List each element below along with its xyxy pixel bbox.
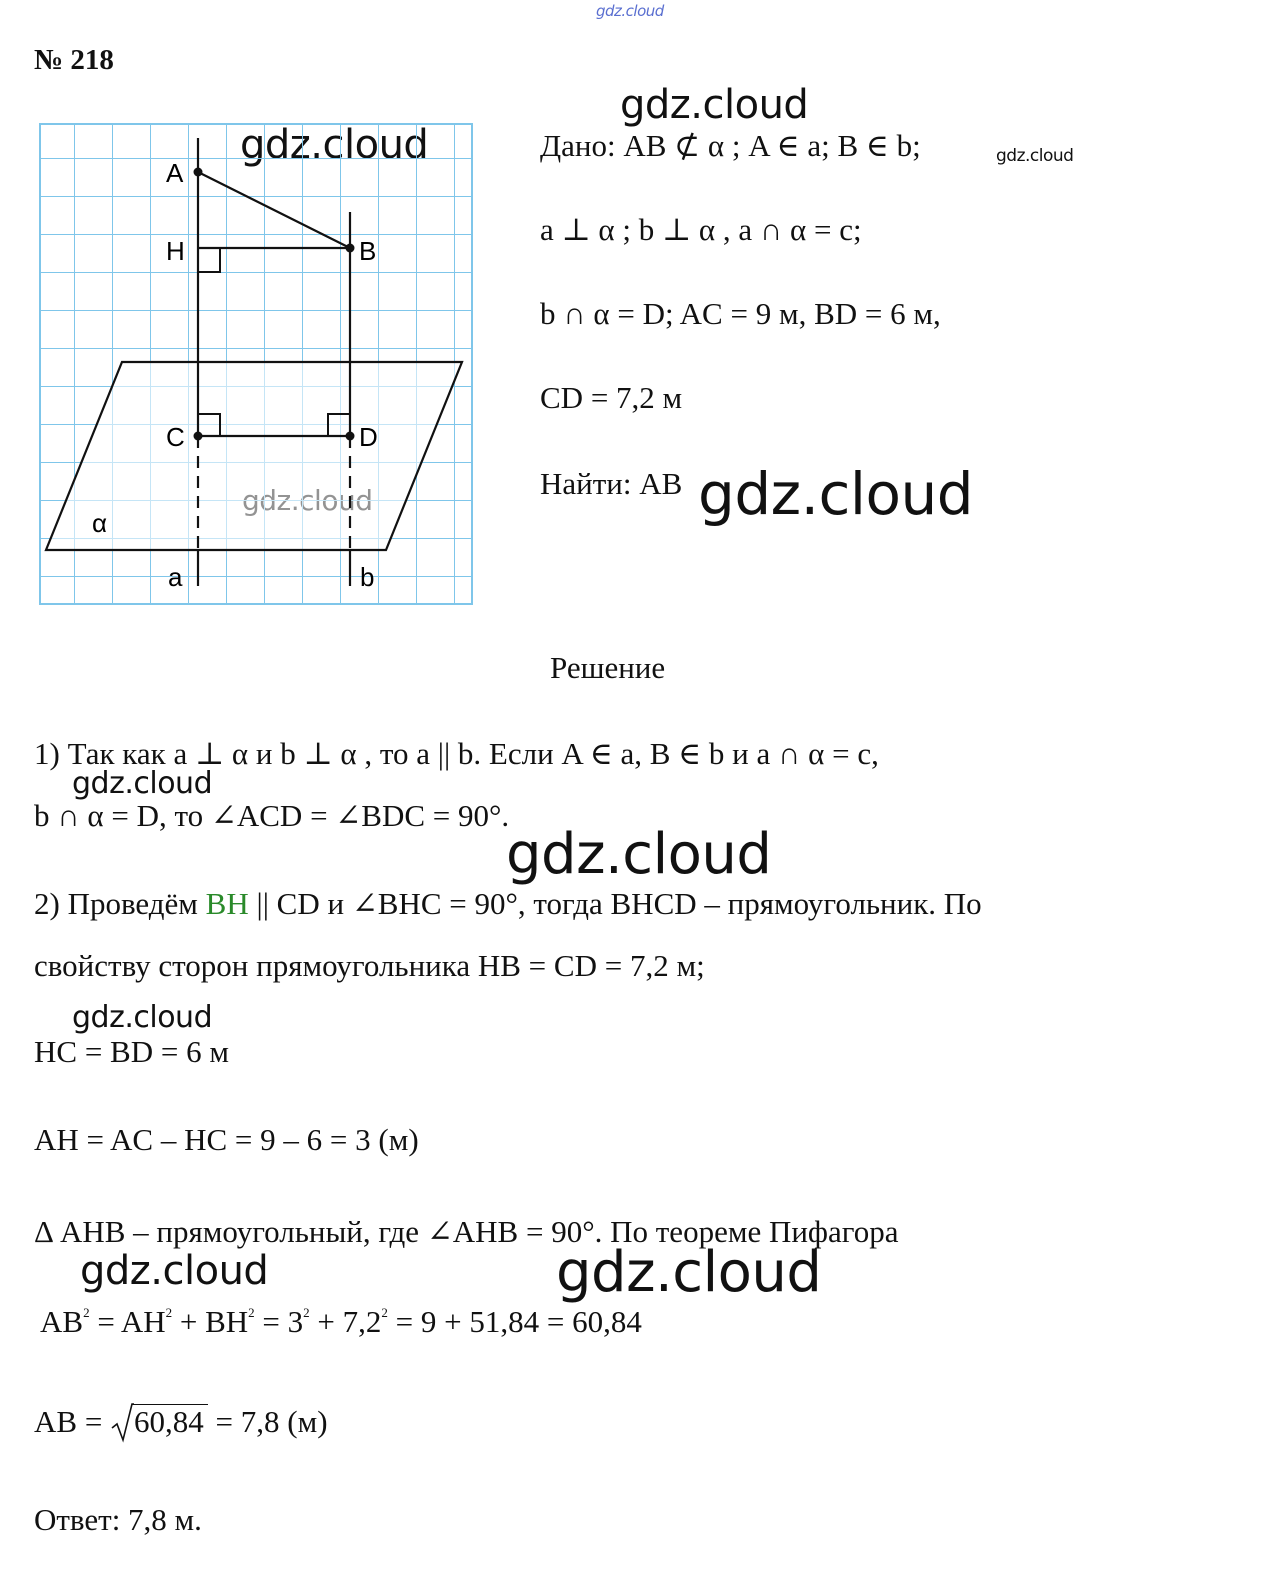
sqrt-expression: 60,84 (110, 1404, 208, 1440)
step2-line-2: свойству сторон прямоугольника HB = CD = 7,2 м; (34, 948, 705, 983)
label-h: H (166, 236, 185, 266)
watermark: gdz.cloud (80, 1248, 269, 1294)
step1-line-2: b ∩ α = D, то ∠ACD = ∠BDC = 90°. (34, 798, 510, 833)
point-c (194, 432, 203, 441)
given-line-4: CD = 7,2 м (540, 380, 683, 415)
point-a (194, 168, 203, 177)
watermark: gdz.cloud (556, 1240, 822, 1305)
answer-line: Ответ: 7,8 м. (34, 1502, 202, 1537)
geometry-figure (36, 120, 478, 610)
given-line-3: b ∩ α = D; AC = 9 м, BD = 6 м, (540, 296, 941, 331)
sqrt-sign-icon (110, 1402, 134, 1444)
point-b (346, 244, 355, 253)
step2-rest: || CD и ∠BHC = 90°, тогда BHCD – прямоугольник. По (248, 886, 982, 921)
given-line-1: Дано: AB ⊄ α ; A ∈ a; B ∈ b; (540, 128, 921, 163)
step1-line-1: 1) Так как a ⊥ α и b ⊥ α , то a || b. Если A ∈ a, B ∈ b и a ∩ α = c, (34, 736, 879, 771)
find-line: Найти: AB (540, 466, 683, 501)
triangle-line: Δ AHB – прямоугольный, где ∠AHB = 90°. По теореме Пифагора (34, 1214, 899, 1249)
given-line-2: a ⊥ α ; b ⊥ α , a ∩ α = c; (540, 212, 862, 247)
sqrt-line: AB = 60,84 = 7,8 (м) (34, 1404, 328, 1440)
label-b: B (359, 236, 377, 266)
pythagoras-line: $AB^2 = AH^2 + BH^2 = 3^2 + 7,2^2 = 9 + 51,84 = 60,84$ (40, 1304, 642, 1339)
watermark: gdz.cloud (698, 460, 974, 528)
watermark: gdz.cloud (72, 766, 213, 801)
task-number: № 218 (34, 44, 114, 76)
step2-line-1 (34, 886, 982, 922)
label-c: C (166, 422, 185, 452)
solution-heading: Решение (550, 650, 666, 685)
ah-line: AH = AC – HC = 9 – 6 = 3 (м) (34, 1122, 419, 1157)
step2-bh: BH (205, 886, 249, 921)
hc-line: HC = BD = 6 м (34, 1034, 229, 1069)
watermark-top: gdz.cloud (596, 2, 664, 20)
label-a: A (166, 158, 184, 188)
label-line-b: b (360, 562, 375, 592)
watermark: gdz.cloud (996, 146, 1074, 166)
label-d: D (359, 422, 378, 452)
watermark: gdz.cloud (72, 1000, 213, 1035)
point-d (346, 432, 355, 441)
step2-prefix: 2) Проведём (34, 886, 206, 921)
watermark: gdz.cloud (620, 82, 809, 128)
label-alpha: α (92, 508, 108, 538)
label-line-a: a (168, 562, 183, 592)
watermark: gdz.cloud (506, 822, 772, 887)
